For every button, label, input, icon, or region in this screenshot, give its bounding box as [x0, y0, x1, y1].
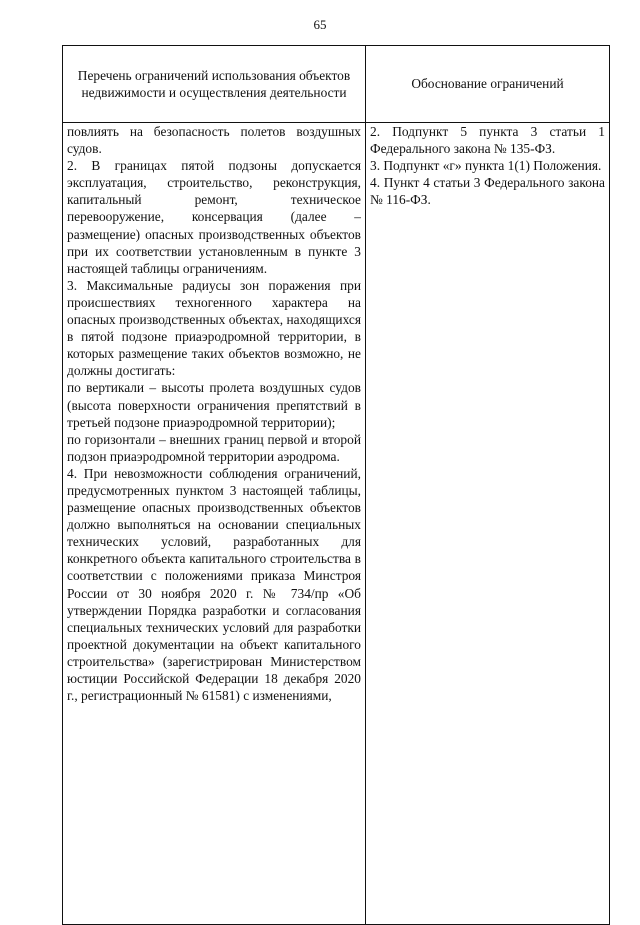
- restriction-paragraph: повлиять на безопасность полетов воздушных судов.: [67, 124, 361, 157]
- restrictions-cell: [63, 123, 366, 925]
- restriction-paragraph: 3. Максимальные радиусы зон поражения при происшествиях техногенного характера на опасных производственных объектах, находящихся в пятой подзоне приаэродромной территории, в которых размещение таких объектов возможно, не должны достигать:: [67, 277, 361, 379]
- justification-cell: [366, 123, 610, 925]
- header-justification: Обоснование ограничений: [366, 46, 610, 123]
- table-row: [63, 123, 610, 925]
- table-header-row: [63, 46, 610, 123]
- restriction-paragraph: 4. При невозможности соблюдения ограничений, предусмотренных пунктом 3 настоящей таблицы, размещение опасных производственных объектов должно выполняться на основании специальных технических условий, разработанных для конкретного объекта капитального строительства в соответствии с положениями приказа Минстроя России от 30 ноября 2020 г. № 734/пр «Об утверждении Порядка разработки и согласования специальных технических условий для разработки проектной документации на объект капитального строительства» (зарегистрирован Министерством юстиции Российской Федерации 18 декабря 2020 г., регистрационный № 61581) с изменениями,: [67, 465, 361, 704]
- restriction-paragraph: по вертикали – высоты пролета воздушных судов (высота поверхности ограничения препятствий в третьей подзоне приаэродромной территории);: [67, 380, 361, 430]
- restrictions-table: [62, 45, 610, 925]
- restriction-paragraph: 2. В границах пятой подзоны допускается эксплуатация, строительство, реконструкция, капитальный ремонт, техническое перевооружение, консервация (далее – размещение) опасных производственных объектов при их соответствии установленным в пункте 3 настоящей таблицы ограничениям.: [67, 158, 361, 276]
- justification-paragraph: 2. Подпункт 5 пункта 3 статьи 1 Федерального закона № 135-ФЗ.: [370, 124, 605, 157]
- justification-paragraph: 3. Подпункт «г» пункта 1(1) Положения.: [370, 158, 602, 174]
- justification-paragraph: 4. Пункт 4 статьи 3 Федерального закона № 116-ФЗ.: [370, 175, 605, 208]
- restriction-paragraph: по горизонтали – внешних границ первой и второй подзон приаэродромной территории аэродрома.: [67, 431, 361, 464]
- page-number: 65: [313, 17, 327, 32]
- header-restrictions: Перечень ограничений использования объектов недвижимости и осуществления деятельности: [63, 46, 366, 123]
